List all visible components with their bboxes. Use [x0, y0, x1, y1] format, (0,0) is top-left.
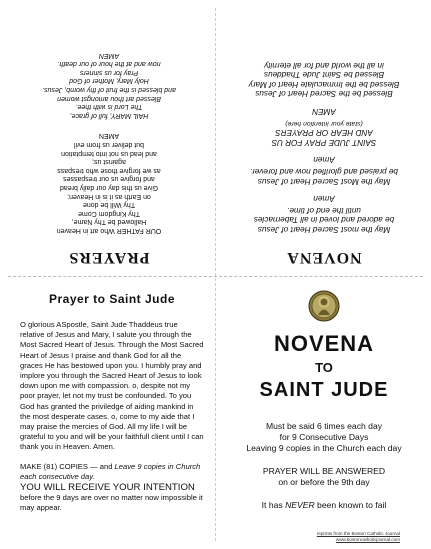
novena-paragraph-2: [250, 166, 398, 185]
cover-panel: [226, 284, 422, 546]
our-father-line: against us;: [92, 158, 126, 166]
never-word: NEVER: [285, 500, 315, 510]
novena-amen-2: Amen: [313, 155, 335, 165]
hail-mary-line: Blessed art thou amongst women: [57, 94, 161, 102]
make-copies-instructions: [14, 462, 210, 513]
fold-line-vertical: [215, 8, 216, 541]
our-father-line: Hallowed be Thy Name,: [71, 218, 147, 226]
reprint-credit-line-1: reprints from the Boston Catholic Journal: [316, 531, 400, 537]
novena-p1-line: be adored and loved in all Tabernacles: [253, 215, 395, 225]
our-father-line: and lead us not into temptation: [61, 149, 157, 157]
hail-mary-line: AMEN: [98, 51, 120, 59]
hail-mary-line: HAIL MARY, full of grace,: [69, 111, 149, 119]
make-copies-prefix: MAKE (81) COPIES — and: [20, 461, 115, 471]
our-father-line: on Earth as it is in Heaven;: [67, 192, 151, 200]
our-father-line: Give us this day our daily bread: [59, 184, 159, 192]
never-suffix: been known to fail: [314, 500, 387, 510]
cover-title-novena: NOVENA: [273, 331, 375, 356]
novena-p3-line: SAINT JUDE PRAY FOR US: [271, 137, 377, 147]
novena-paragraph-1: [254, 205, 394, 234]
novena-amen-3: AMEN: [312, 107, 336, 117]
answered-line-2: on or before the 9th day: [278, 477, 370, 487]
novena-paragraph-3: [272, 128, 377, 147]
prayers-panel: [14, 6, 204, 272]
instruction-line-3: Leaving 9 copies in the Church each day: [246, 443, 402, 453]
novena-p3-line: AND HEAR OR PRAYERS: [275, 128, 373, 138]
novena-p4-line: in all the world and for all eternity: [264, 60, 384, 70]
hail-mary-line: now and at the hour of our death.: [57, 60, 161, 68]
reprint-credit-line-2: www.bostoncatholicjournal.com: [335, 536, 400, 542]
novena-p1-line: May the most Sacred Heart of Jesus: [257, 225, 391, 234]
our-father-prayer: [57, 131, 162, 234]
before-nine-days: before the 9 days are over no matter now impossible it may appear.: [20, 492, 203, 512]
hail-mary-line: Pray for us sinners: [79, 68, 139, 76]
novena-p4-line: Blessed be the Sacred Heart of Jesus: [255, 89, 393, 99]
our-father-line: Thy Will be done: [82, 201, 136, 209]
never-prefix: It has: [261, 500, 286, 510]
cover-title-to: TO: [315, 360, 333, 375]
novena-paragraph-4: [249, 60, 400, 98]
saint-jude-medal-icon: [308, 290, 340, 322]
instruction-line-1: Must be said 6 times each day: [265, 421, 383, 431]
will-receive-intention: YOU WILL RECEIVE YOUR INTENTION: [20, 481, 195, 493]
cover-title-saint-jude: SAINT JUDE: [259, 379, 389, 401]
our-father-line: OUR FATHER Who art in Heaven: [56, 227, 162, 234]
hail-mary-line: Holy Mary, Mother of God: [69, 77, 149, 85]
prayer-body: O glorious ASpostle, Saint Jude Thaddeus true relative of Jesus and Mary, I salute you through the Most Sacred Heart of Jesus. Through the Most Sacred Heart of Jesus I praise and thank God for all the graces He has bestowed upon you. I humbly pray and implore you through the Sacred Heart of Jesus to look down upon me with compassion. o, despite not my poor prayer, let not my trust be confounded. To you God has granted the priviledge of aiding mankind in the most desperate cases. o, come to my aide that I may praise the mercies of God. All my life I will be grateful to you and will be your faithfull client until I can thank you in Heaven. Amen.: [20, 320, 204, 452]
hail-mary-prayer: [42, 50, 176, 119]
our-father-line: but deliver us from evil: [74, 141, 145, 149]
prayer-title: Prayer to Saint Jude: [48, 292, 176, 306]
novena-panel-title: NOVENA: [286, 249, 362, 266]
our-father-line: AMEN: [98, 132, 120, 140]
novena-p1-line: until the end of time.: [287, 205, 361, 215]
instruction-line-2: for 9 Consecutive Days: [279, 432, 369, 442]
novena-p4-line: Blessed be Saint Jude Thaddeus: [263, 70, 385, 80]
prayer-to-saint-jude-panel: [14, 284, 210, 546]
novena-intention: (state your intention here): [285, 119, 363, 127]
novena-prayer-panel: [226, 6, 422, 272]
our-father-line: and forgive us our trespasses: [63, 175, 155, 183]
hail-mary-line: and blessed is the fruit of thy womb, Jesus.: [42, 86, 176, 94]
make-copies-italic: Leave 9 copies in Church each consecutive day.: [20, 461, 201, 481]
never-fail-note: [262, 500, 387, 511]
prayer-answered-note: [263, 466, 385, 488]
our-father-line: as we forgive those who trespass: [57, 166, 161, 174]
hail-mary-line: The Lord is with thee.: [75, 103, 143, 111]
reprint-credit: [317, 531, 400, 542]
our-father-line: Thy Kingdom Come: [78, 209, 140, 217]
novena-p2-line: May the Most Sacred Heart of Jesus: [257, 176, 391, 186]
novena-p4-line: Blessed be the Immaculate Heart of Mary: [248, 79, 400, 89]
novena-amen-1: Amen: [313, 194, 335, 204]
novena-p2-line: be praised and glorified now and forever.: [249, 167, 399, 177]
daily-instructions: [246, 421, 401, 454]
prayers-title: PRAYERS: [68, 249, 150, 266]
answered-line-1: PRAYER WILL BE ANSWERED: [262, 466, 386, 476]
